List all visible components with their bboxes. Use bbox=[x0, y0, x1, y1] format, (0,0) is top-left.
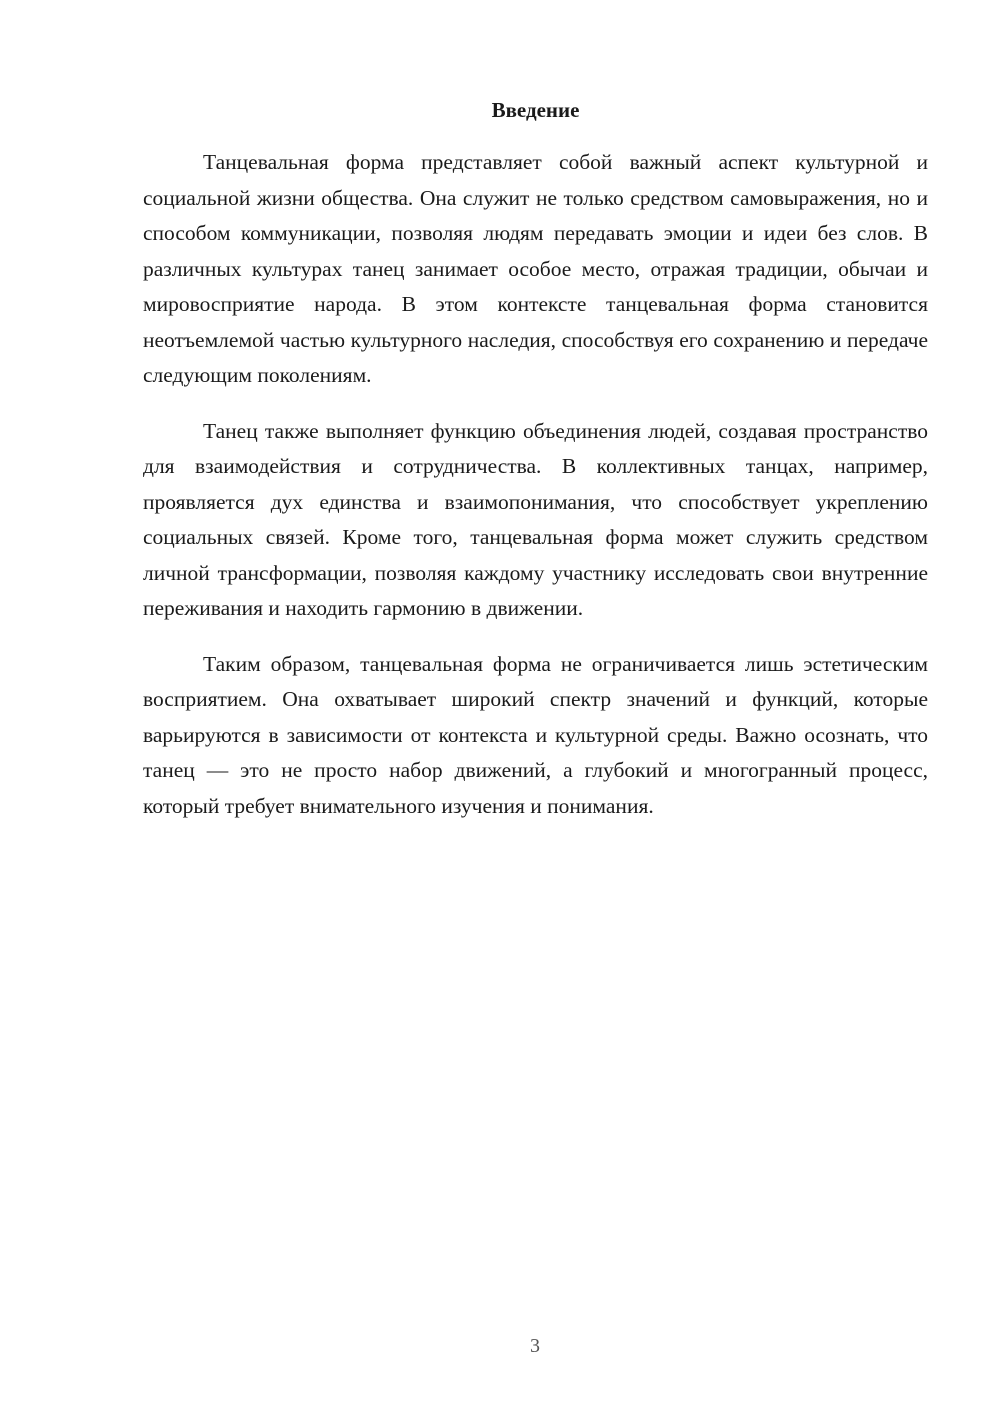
paragraph-2: Танец также выполняет функцию объединения людей, создавая пространство для взаимодействия и сотрудничества. В коллективных танцах, например, проявляется дух единства и взаимопонимания, что способствует укреплению социальных связей. Кроме того, танцевальная форма может служить средством личной трансформации, позволяя каждому участнику исследовать свои внутренние переживания и находить гармонию в движении. bbox=[143, 418, 928, 620]
paragraph-3: Таким образом, танцевальная форма не ограничивается лишь эстетическим восприятием. Она охватывает широкий спектр значений и функций, которые варьируются в зависимости от контекста и культурной среды. Важно осознать, что танец — это не просто набор движений, а глубокий и многогранный процесс, который требует внимательного изучения и понимания. bbox=[143, 651, 928, 818]
paragraph-1: Танцевальная форма представляет собой важный аспект культурной и социальной жизни общества. Она служит не только средством самовыражения, но и способом коммуникации, позволяя людям передавать эмоции и идеи без слов. В различных культурах танец занимает особое место, отражая традиции, обычаи и мировосприятие народа. В этом контексте танцевальная форма становится неотъемлемой частью культурного наследия, способствуя его сохранению и передаче следующим поколениям. bbox=[143, 150, 928, 387]
section-title: Введение bbox=[491, 98, 580, 122]
page-number: 3 bbox=[530, 1335, 540, 1357]
document-page bbox=[143, 95, 928, 844]
